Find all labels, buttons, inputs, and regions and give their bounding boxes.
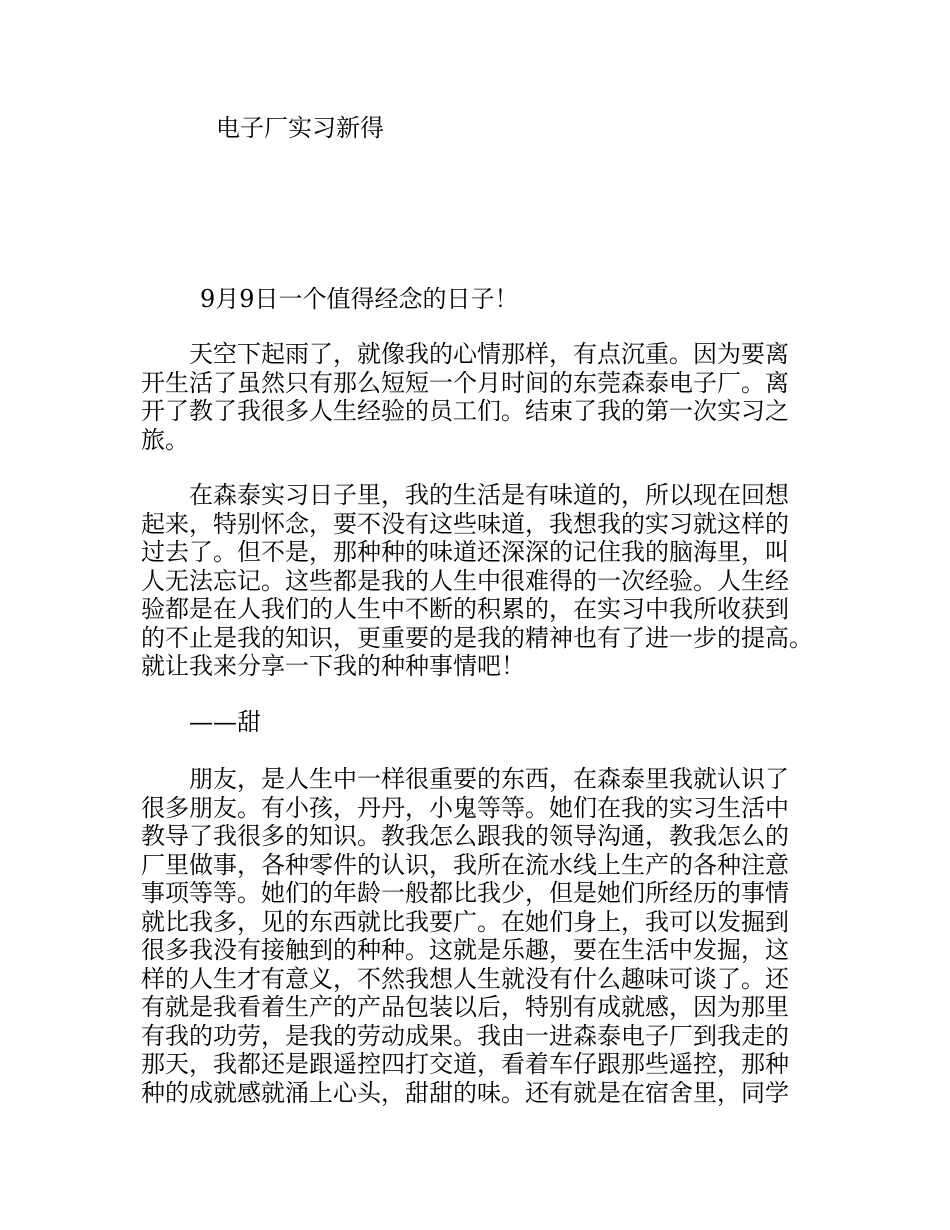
paragraph-line: 样的人生才有意义，不然我想人生就没有什么趣味可谈了。还 [141, 964, 789, 993]
paragraph-line: 种的成就感就涌上心头，甜甜的味。还有就是在宿舍里，同学 [141, 1078, 789, 1107]
paragraph-line: 就让我来分享一下我的种种事情吧！ [141, 652, 525, 680]
paragraph-line: 那天，我都还是跟遥控四打交道，看着车仔跟那些遥控，那种 [141, 1050, 789, 1078]
paragraph-line: 起来，特别怀念，要不没有这些味道，我想我的实习就这样的 [141, 509, 789, 538]
paragraph-line: 厂里做事，各种零件的认识，我所在流水线上生产的各种注意 [141, 850, 789, 879]
paragraph-line: 就比我多，见的东西就比我要广。在她们身上，我可以发掘到 [141, 907, 789, 936]
document-title: 电子厂实习新得 [216, 114, 384, 142]
paragraph-line: 开生活了虽然只有那么短短一个月时间的东莞森泰电子厂。离 [141, 368, 789, 397]
paragraph-3 [141, 765, 831, 1107]
paragraph-line: 验都是在人我们的人生中不断的积累的，在实习中我所收获到 [141, 595, 789, 623]
paragraph-line: 事项等等。她们的年龄一般都比我少，但是她们所经历的事情 [141, 879, 789, 907]
paragraph-line: 旅。 [141, 425, 189, 454]
section-heading-block [141, 708, 831, 737]
paragraph-line: 教导了我很多的知识。教我怎么跟我的领导沟通，教我怎么的 [141, 822, 789, 850]
paragraph-line: 很多朋友。有小孩，丹丹，小鬼等等。她们在我的实习生活中 [141, 793, 789, 822]
paragraph-line: 在森泰实习日子里，我的生活是有味道的，所以现在回想 [189, 481, 789, 509]
paragraph-line: 朋友，是人生中一样很重要的东西，在森泰里我就认识了 [189, 765, 789, 793]
paragraph-line: 人无法忘记。这些都是我的人生中很难得的一次经验。人生经 [141, 566, 789, 595]
section-heading: ——甜 [189, 708, 261, 736]
paragraph-line: 天空下起雨了，就像我的心情那样，有点沉重。因为要离 [189, 340, 789, 368]
paragraph-line: 过去了。但不是，那种种的味道还深深的记住我的脑海里，叫 [141, 538, 789, 566]
paragraph-1 [141, 340, 831, 454]
paragraph-line: 开了教了我很多人生经验的员工们。结束了我的第一次实习之 [141, 397, 789, 425]
paragraph-line: 有我的功劳，是我的劳动成果。我由一进森泰电子厂到我走的 [141, 1021, 789, 1050]
date-heading: 9月9日一个值得经念的日子！ [200, 285, 519, 313]
paragraph-line: 的不止是我的知识，更重要的是我的精神也有了进一步的提高。 [141, 623, 813, 652]
paragraph-line: 很多我没有接触到的种种。这就是乐趣，要在生活中发掘，这 [141, 936, 789, 964]
paragraph-line: 有就是我看着生产的产品包装以后，特别有成就感，因为那里 [141, 993, 789, 1021]
paragraph-2 [141, 481, 831, 681]
